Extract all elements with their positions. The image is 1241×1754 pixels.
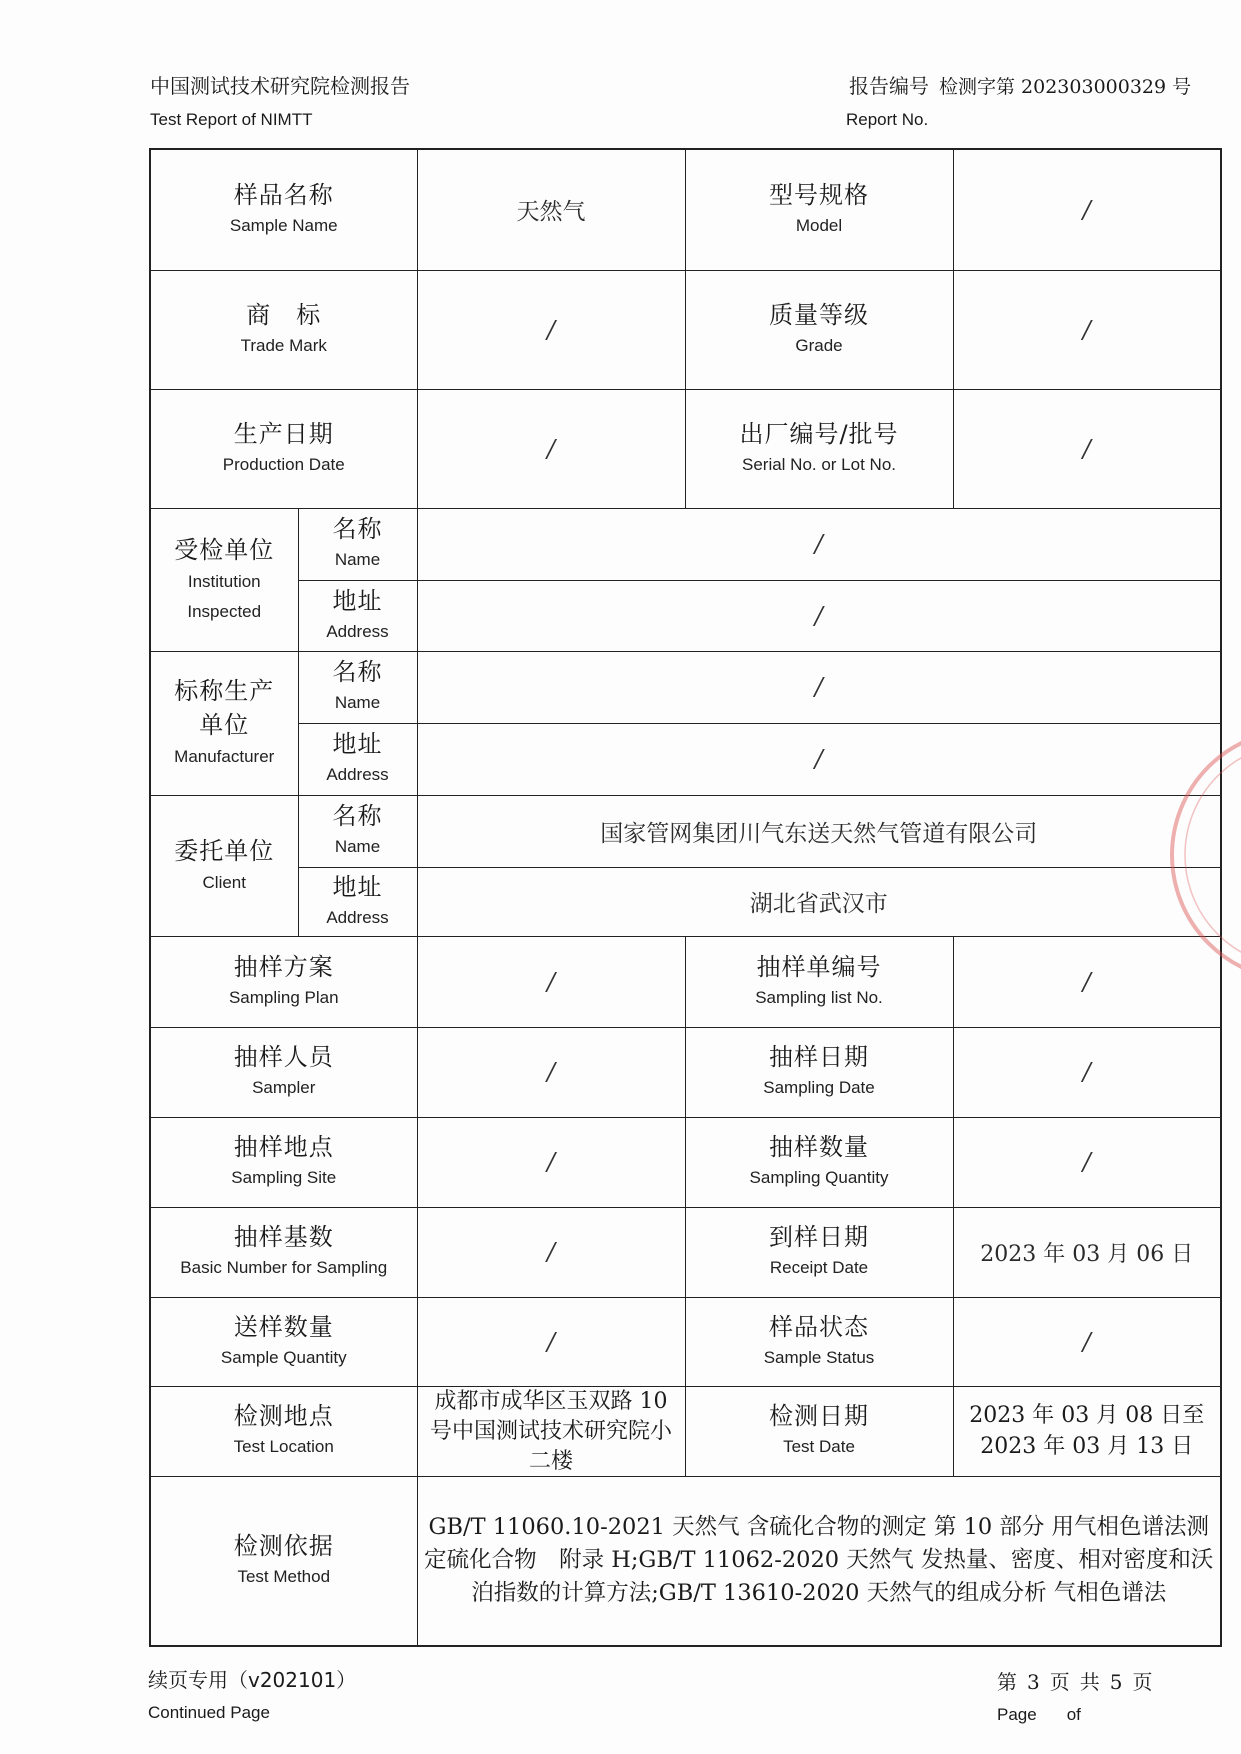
label-cn: 地址 — [332, 872, 383, 901]
label-en: Name — [334, 693, 381, 712]
manufacturer-address-value: / — [417, 723, 1221, 795]
sampling-plan-label — [150, 936, 417, 1027]
grade-label — [685, 270, 953, 389]
sampling-list-no-label — [685, 936, 953, 1027]
label-cn: 名称 — [332, 658, 383, 686]
production-date-value: / — [417, 389, 685, 508]
client-label — [150, 795, 298, 936]
page-indicator-en — [997, 1705, 1081, 1725]
sample-status-value: / — [953, 1297, 1221, 1386]
client-address-value: 湖北省武汉市 — [417, 867, 1221, 936]
label-cn: 委托单位 — [174, 836, 275, 865]
label-en: Address — [326, 907, 389, 927]
label-en: Sample Name — [229, 215, 338, 235]
sampling-date-value: / — [953, 1027, 1221, 1117]
basic-number-value: / — [417, 1207, 685, 1297]
basic-number-label — [150, 1207, 417, 1297]
seal-stamp — [1160, 720, 1241, 1000]
sampling-plan-value: / — [417, 936, 685, 1027]
label-cn: 标称生产单位 — [174, 677, 275, 739]
test-method-value: GB/T 11060.10-2021 天然气 含硫化合物的测定 第 10 部分 用气相色谱法测定硫化合物 附录 H;GB/T 11062-2020 天然气 发热量、密度、相对密度和沃泊指数的计算方法;GB/T 13610-2020 天然气的组成分析 气相色谱法 — [417, 1476, 1221, 1646]
sampler-label — [150, 1027, 417, 1117]
sampler-value: / — [417, 1027, 685, 1117]
label-cn: 抽样数量 — [769, 1133, 869, 1161]
table-row — [150, 936, 1221, 1027]
page-en-page: Page — [997, 1705, 1037, 1724]
label-cn: 样品状态 — [769, 1312, 869, 1341]
label-en: Address — [326, 621, 389, 641]
label-cn: 质量等级 — [769, 300, 869, 329]
label-cn: 地址 — [332, 586, 383, 615]
manufacturer-label — [150, 651, 298, 795]
label-en: Name — [334, 550, 381, 569]
sampling-quantity-value: / — [953, 1117, 1221, 1207]
sampling-list-no-value: / — [953, 936, 1221, 1027]
label-cn: 受检单位 — [174, 535, 275, 564]
label-cn: 抽样地点 — [233, 1133, 334, 1161]
page-unit-2: 页 — [1132, 1670, 1153, 1694]
manufacturer-name-value: / — [417, 651, 1221, 723]
page-unit: 页 — [1049, 1670, 1070, 1694]
label-cn: 地址 — [332, 730, 383, 758]
test-date-to: 2023 年 03 月 13 日 — [980, 1434, 1194, 1459]
test-location-value — [417, 1386, 685, 1476]
label-en: Institution Inspected — [187, 571, 262, 621]
table-row — [150, 270, 1221, 389]
table-row — [150, 389, 1221, 508]
inspected-label — [150, 508, 298, 651]
label-cn: 名称 — [332, 802, 383, 830]
label-en: Sampler — [252, 1078, 316, 1097]
label-cn: 样品名称 — [233, 180, 334, 209]
label-cn: 检测地点 — [233, 1402, 334, 1430]
label-cn: 抽样日期 — [769, 1043, 869, 1071]
serial-no-value: / — [953, 389, 1221, 508]
inspected-name-value: / — [417, 508, 1221, 580]
inspected-address-value: / — [417, 580, 1221, 651]
test-date-label — [685, 1386, 953, 1476]
receipt-date-value: 2023 年 03 月 06 日 — [953, 1207, 1221, 1297]
label-en: Serial No. or Lot No. — [741, 454, 896, 474]
manufacturer-name-label — [298, 651, 417, 723]
org-title-cn: 中国测试技术研究院检测报告 — [150, 74, 410, 98]
label-cn: 检测日期 — [769, 1402, 869, 1430]
label-en: Trade Mark — [240, 335, 327, 355]
label-en: Address — [326, 765, 389, 784]
label-en: Sampling Quantity — [749, 1168, 889, 1187]
table-row — [150, 1207, 1221, 1297]
serial-no-label — [685, 389, 953, 508]
table-row — [150, 1117, 1221, 1207]
report-number — [849, 70, 1191, 99]
label-cn: 送样数量 — [233, 1312, 334, 1341]
sampling-site-label — [150, 1117, 417, 1207]
manufacturer-address-label — [298, 723, 417, 795]
model-value: / — [953, 149, 1221, 270]
report-number-value: 检测字第 202303000329 号 — [939, 76, 1192, 98]
table-row — [150, 1476, 1221, 1646]
sample-name-value: 天然气 — [417, 149, 685, 270]
table-row — [150, 1297, 1221, 1386]
page-total: 5 — [1109, 1670, 1123, 1694]
client-name-label — [298, 795, 417, 867]
report-number-label: 报告编号 — [849, 74, 929, 98]
label-en: Manufacturer — [174, 747, 275, 766]
page-total-prefix: 共 — [1079, 1670, 1100, 1694]
table-row — [150, 867, 1221, 936]
label-en: Sampling list No. — [755, 987, 883, 1007]
label-en: Sampling Site — [231, 1168, 337, 1187]
trade-mark-value: / — [417, 270, 685, 389]
label-cn: 商 标 — [246, 300, 322, 329]
label-cn: 到样日期 — [769, 1223, 869, 1251]
label-en: Model — [795, 215, 843, 235]
sampling-quantity-label — [685, 1117, 953, 1207]
table-row — [150, 1027, 1221, 1117]
continued-page-label-cn: 续页专用（v202101） — [148, 1668, 357, 1692]
label-en: Sample Quantity — [220, 1347, 347, 1367]
table-row — [150, 1386, 1221, 1476]
label-cn: 抽样方案 — [233, 952, 334, 981]
model-label — [685, 149, 953, 270]
client-name-value: 国家管网集团川气东送天然气管道有限公司 — [417, 795, 1221, 867]
test-location-text: 成都市成华区玉双路 10 号中国测试技术研究院小二楼 — [429, 1388, 672, 1474]
label-en: Test Date — [783, 1437, 855, 1456]
receipt-date-label — [685, 1207, 953, 1297]
label-cn: 抽样基数 — [233, 1223, 334, 1251]
inspected-name-label — [298, 508, 417, 580]
label-en: Test Method — [237, 1566, 331, 1586]
test-date-value — [953, 1386, 1221, 1476]
org-title-en: Test Report of NIMTT — [150, 110, 313, 129]
label-en: Sample Status — [763, 1347, 875, 1367]
label-en: Client — [202, 872, 246, 892]
table-row — [150, 795, 1221, 867]
label-en: Name — [334, 837, 381, 856]
production-date-label — [150, 389, 417, 508]
continued-page-label-en: Continued Page — [148, 1703, 270, 1722]
sample-quantity-value: / — [417, 1297, 685, 1386]
table-row — [150, 149, 1221, 270]
table-row — [150, 723, 1221, 795]
label-cn: 抽样单编号 — [756, 952, 882, 981]
test-location-label — [150, 1386, 417, 1476]
label-cn: 型号规格 — [769, 180, 869, 209]
sample-quantity-label — [150, 1297, 417, 1386]
label-cn: 检测依据 — [233, 1531, 334, 1560]
table-row — [150, 580, 1221, 651]
page-indicator-cn — [997, 1666, 1152, 1695]
label-cn: 出厂编号/批号 — [739, 419, 899, 448]
sampling-date-label — [685, 1027, 953, 1117]
label-en: Sampling Plan — [228, 987, 339, 1007]
label-cn: 生产日期 — [233, 419, 334, 448]
label-cn: 抽样人员 — [233, 1043, 334, 1071]
page-prefix: 第 — [997, 1670, 1017, 1694]
report-number-label-en: Report No. — [846, 110, 929, 129]
inspected-address-label — [298, 580, 417, 651]
sampling-site-value: / — [417, 1117, 685, 1207]
grade-value: / — [953, 270, 1221, 389]
table-row — [150, 508, 1221, 580]
label-en: Production Date — [222, 454, 345, 474]
label-en: Test Location — [233, 1437, 334, 1456]
label-en: Receipt Date — [769, 1258, 869, 1277]
test-date-from: 2023 年 03 月 08 日至 — [969, 1403, 1205, 1428]
client-address-label — [298, 867, 417, 936]
table-row — [150, 651, 1221, 723]
page-en-of: of — [1066, 1705, 1081, 1724]
page-current: 3 — [1027, 1670, 1040, 1694]
sample-status-label — [685, 1297, 953, 1386]
label-en: Basic Number for Sampling — [180, 1258, 388, 1277]
label-en: Grade — [795, 335, 843, 355]
report-info-table — [149, 148, 1222, 1647]
test-method-label — [150, 1476, 417, 1646]
sample-name-label — [150, 149, 417, 270]
label-cn: 名称 — [332, 515, 383, 543]
label-en: Sampling Date — [763, 1078, 875, 1097]
trade-mark-label — [150, 270, 417, 389]
